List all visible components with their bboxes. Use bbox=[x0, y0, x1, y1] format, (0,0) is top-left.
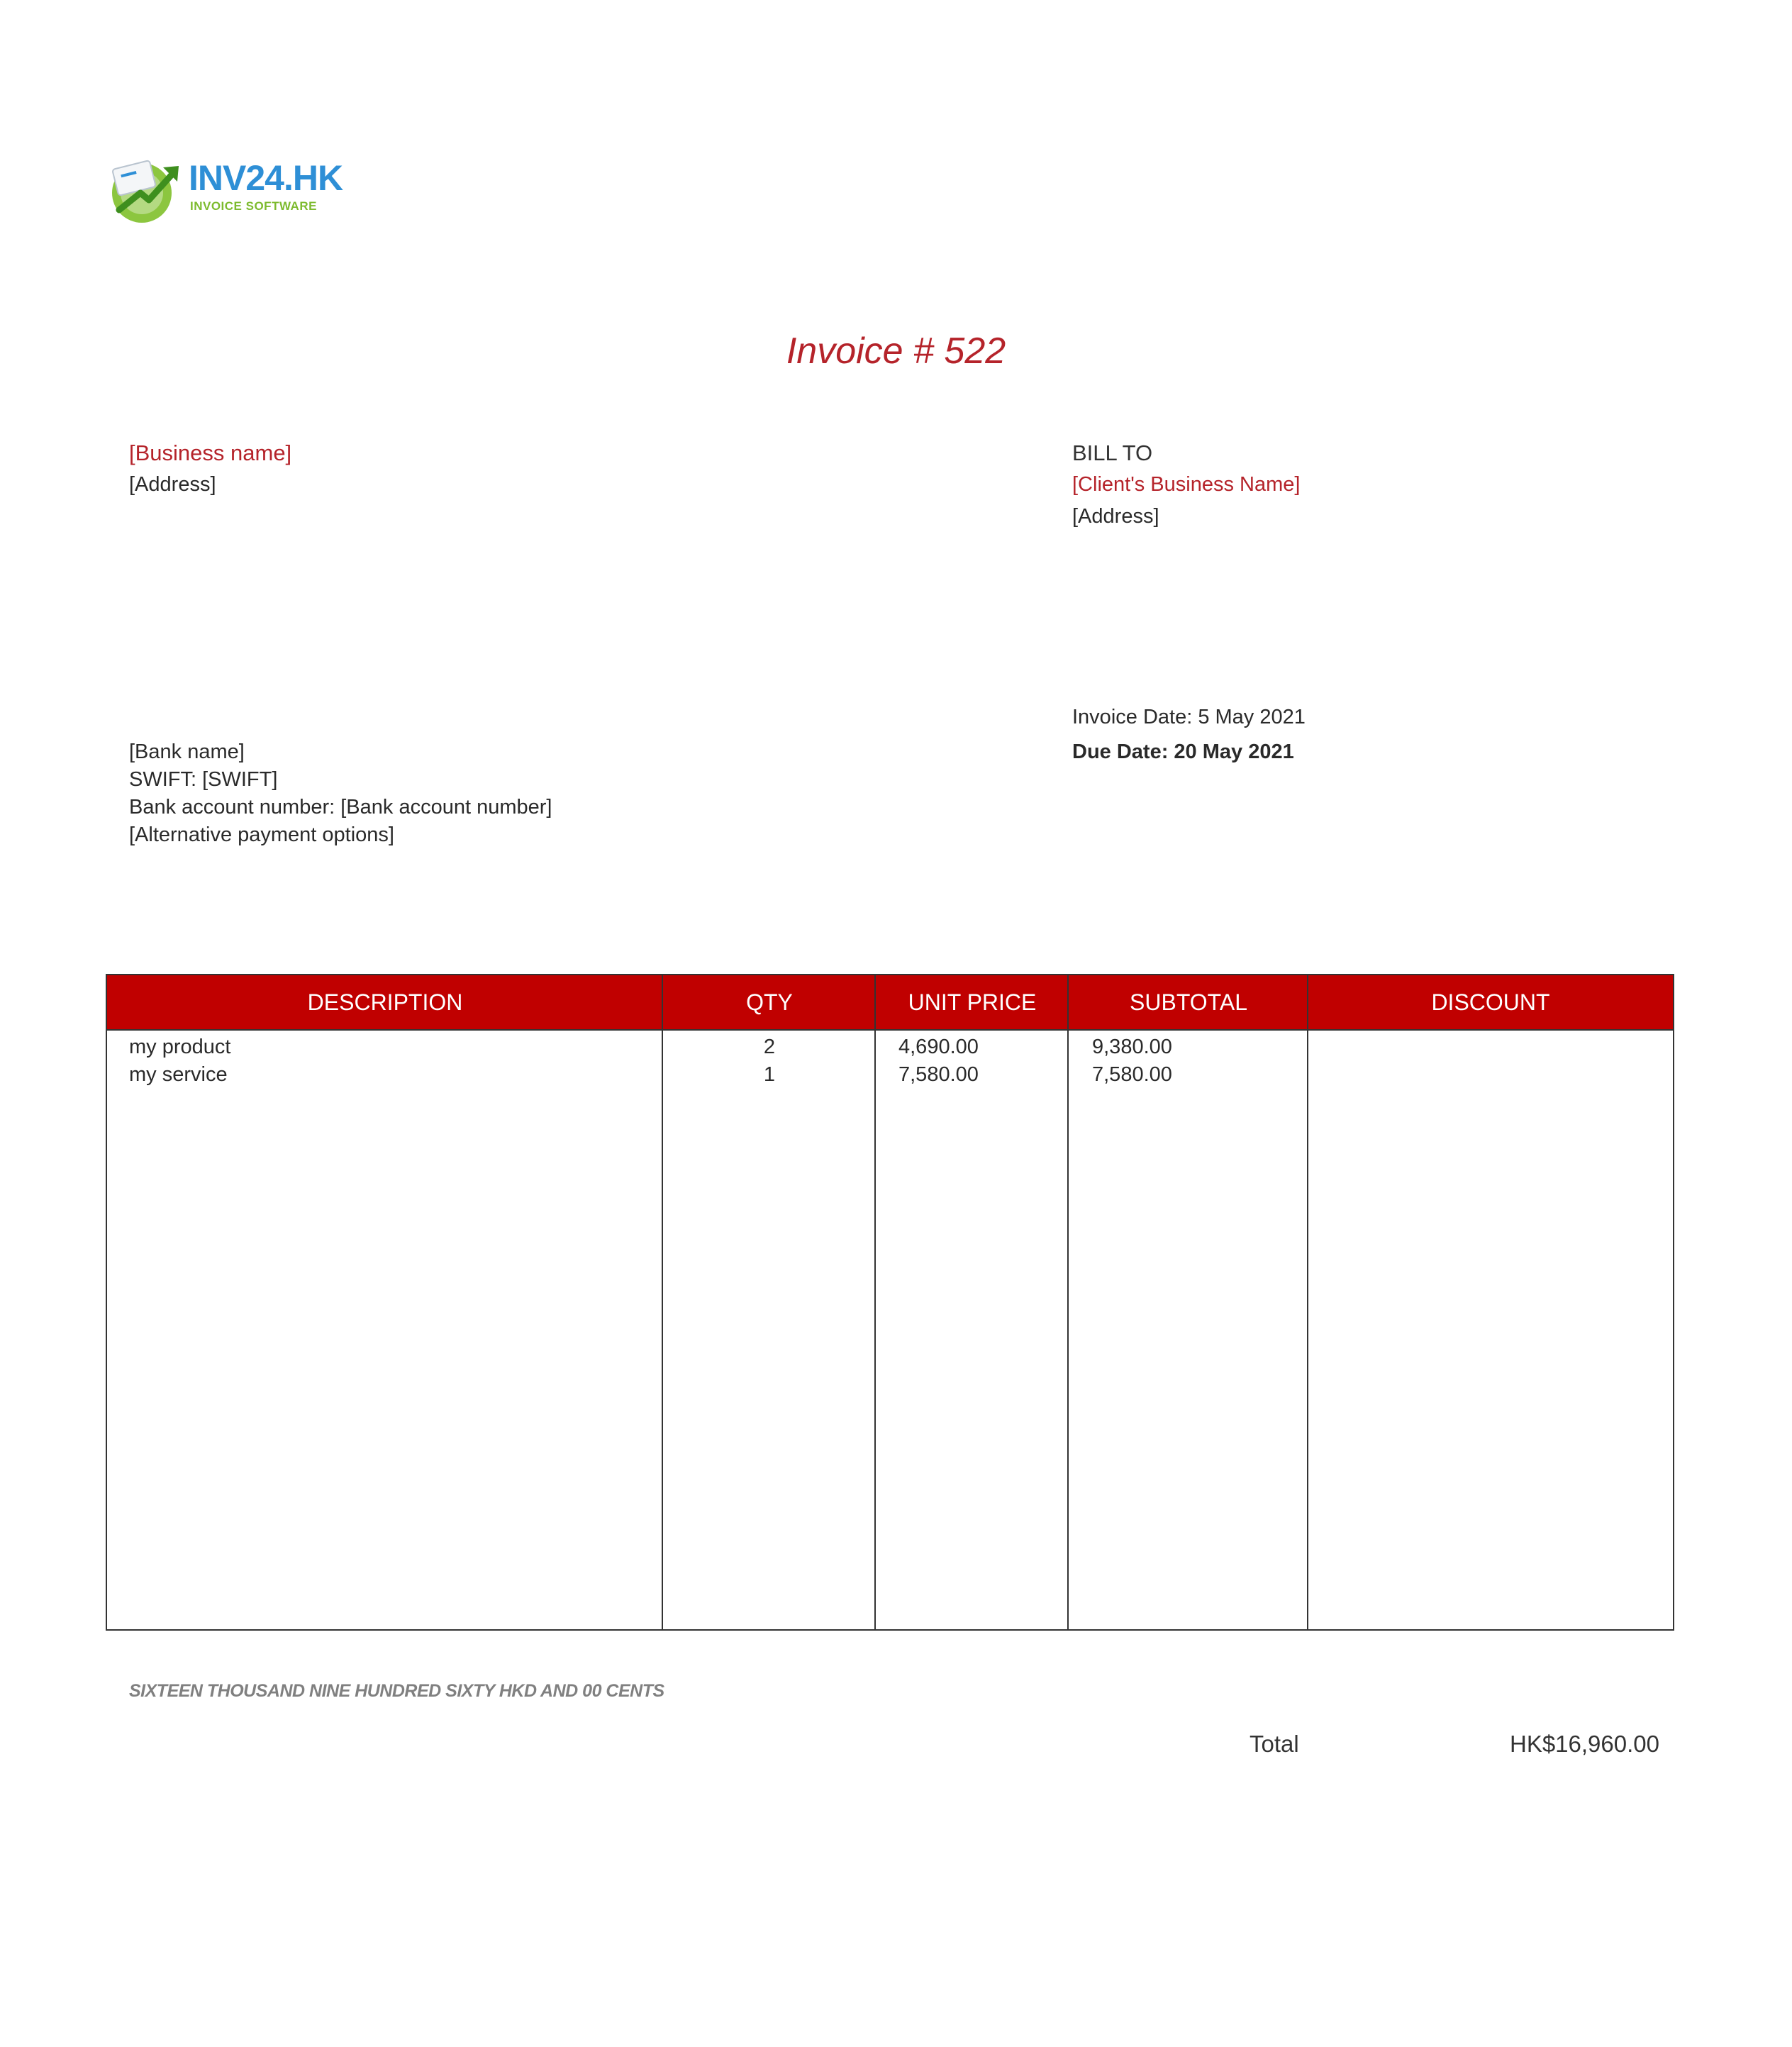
client-address: [Address] bbox=[1072, 505, 1159, 528]
row-qty: 2 bbox=[763, 1036, 776, 1058]
logo-tagline: INVOICE SOFTWARE bbox=[190, 199, 317, 213]
amount-in-words: SIXTEEN THOUSAND NINE HUNDRED SIXTY HKD AND 00 CENTS bbox=[129, 1681, 664, 1701]
row-description: my product bbox=[129, 1036, 231, 1058]
row-subtotal: 9,380.00 bbox=[1092, 1036, 1172, 1058]
row-qty: 1 bbox=[763, 1063, 776, 1086]
logo-wordmark: INV24.HK bbox=[189, 158, 343, 198]
table-header bbox=[107, 975, 1673, 1031]
swift-code: SWIFT: [SWIFT] bbox=[129, 768, 278, 791]
invoice-date: Invoice Date: 5 May 2021 bbox=[1072, 706, 1306, 728]
row-description: my service bbox=[129, 1063, 228, 1086]
header-discount: DISCOUNT bbox=[1431, 989, 1550, 1015]
total-amount: HK$16,960.00 bbox=[1509, 1731, 1659, 1757]
column-divider bbox=[1067, 975, 1069, 1629]
logo-icon bbox=[106, 155, 184, 223]
bank-name: [Bank name] bbox=[129, 740, 245, 763]
company-logo bbox=[106, 155, 343, 223]
header-description: DESCRIPTION bbox=[307, 989, 463, 1015]
row-subtotal: 7,580.00 bbox=[1092, 1063, 1172, 1086]
invoice-title: Invoice # 522 bbox=[786, 331, 1006, 372]
client-business-name: [Client's Business Name] bbox=[1072, 473, 1301, 496]
items-table bbox=[106, 974, 1674, 1631]
seller-address: [Address] bbox=[129, 473, 216, 496]
row-unit-price: 4,690.00 bbox=[898, 1036, 979, 1058]
seller-business-name: [Business name] bbox=[129, 440, 292, 465]
row-unit-price: 7,580.00 bbox=[898, 1063, 979, 1086]
bill-to-heading: BILL TO bbox=[1072, 440, 1153, 465]
total-label: Total bbox=[1250, 1731, 1299, 1757]
header-unit-price: UNIT PRICE bbox=[908, 989, 1037, 1015]
bank-account-number: Bank account number: [Bank account number] bbox=[129, 796, 552, 819]
header-subtotal: SUBTOTAL bbox=[1130, 989, 1247, 1015]
header-qty: QTY bbox=[746, 989, 793, 1015]
due-date: Due Date: 20 May 2021 bbox=[1072, 740, 1294, 763]
column-divider bbox=[1307, 975, 1308, 1629]
alternative-payment: [Alternative payment options] bbox=[129, 823, 394, 846]
